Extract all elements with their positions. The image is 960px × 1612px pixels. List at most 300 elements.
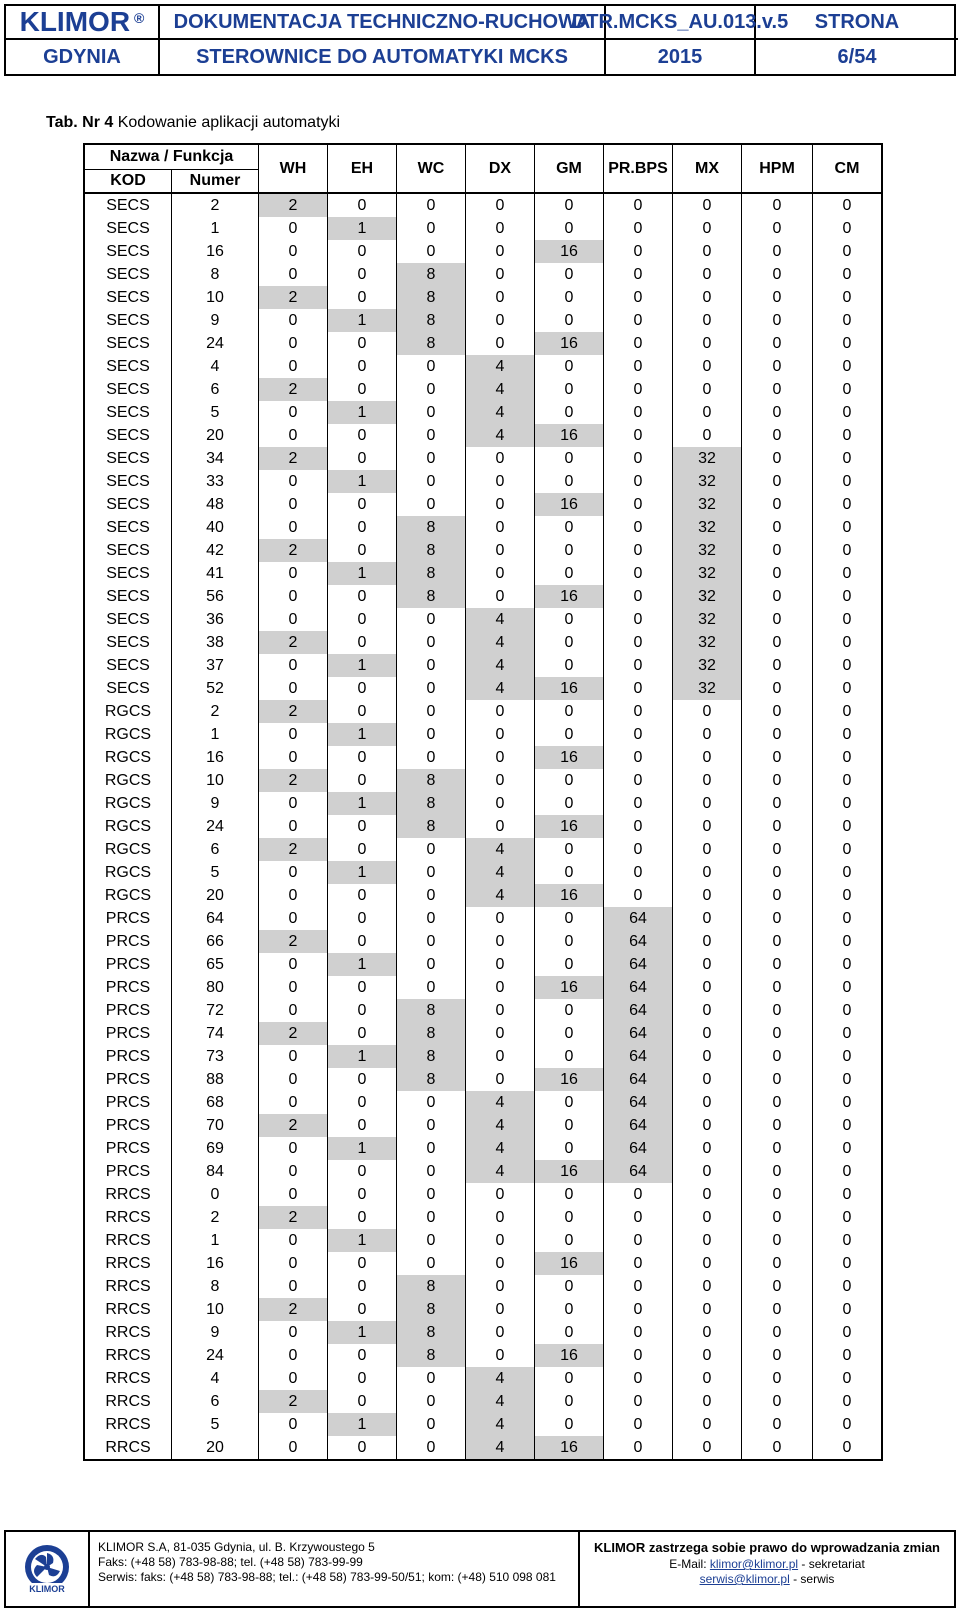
value-cell: 0	[466, 1045, 535, 1068]
value-cell: 0	[673, 1068, 742, 1091]
table-row	[84, 1068, 882, 1091]
value-cell: 32	[673, 562, 742, 585]
kod-cell: SECS	[106, 679, 150, 697]
numer-cell: 36	[172, 608, 259, 631]
value-cell: 2	[259, 1390, 328, 1413]
rights-notice: KLIMOR zastrzega sobie prawo do wprowadzania zmian	[594, 1540, 940, 1555]
value-cell: 0	[328, 1252, 397, 1275]
value-cell: 0	[813, 838, 883, 861]
value-cell: 0	[535, 631, 604, 654]
value-cell: 4	[466, 1114, 535, 1137]
table-row	[84, 631, 882, 654]
email-link-secretariat[interactable]: klimor@klimor.pl	[709, 1557, 799, 1571]
value-cell: 0	[813, 884, 883, 907]
kod-cell: SECS	[106, 518, 150, 536]
value-cell: 0	[466, 999, 535, 1022]
value-cell: 4	[466, 1160, 535, 1183]
value-cell: 0	[742, 1137, 813, 1160]
value-cell: 0	[673, 907, 742, 930]
value-cell: 0	[328, 677, 397, 700]
value-cell: 64	[604, 1045, 673, 1068]
kod-cell: SECS	[106, 656, 150, 674]
value-cell: 0	[813, 792, 883, 815]
kod-cell: RRCS	[105, 1438, 151, 1456]
value-cell: 0	[535, 953, 604, 976]
value-cell: 16	[535, 1344, 604, 1367]
email-line-1: E-Mail: klimor@klimor.pl - sekretariat	[669, 1557, 865, 1571]
table-row	[84, 930, 882, 953]
value-cell: 0	[466, 976, 535, 999]
value-cell: 0	[673, 1160, 742, 1183]
numer-cell: 8	[172, 1275, 259, 1298]
value-cell: 0	[466, 585, 535, 608]
value-cell: 0	[466, 1022, 535, 1045]
value-cell: 0	[466, 1229, 535, 1252]
value-cell: 0	[328, 286, 397, 309]
value-cell: 0	[673, 930, 742, 953]
kod-cell: RRCS	[105, 1346, 151, 1364]
value-cell: 4	[466, 608, 535, 631]
value-cell: 2	[259, 378, 328, 401]
value-cell: 0	[397, 401, 466, 424]
table-row	[84, 999, 882, 1022]
value-cell: 2	[259, 193, 328, 217]
value-cell: 0	[259, 746, 328, 769]
value-cell: 64	[604, 907, 673, 930]
value-cell: 16	[535, 332, 604, 355]
numer-cell: 4	[172, 1367, 259, 1390]
value-cell: 0	[673, 1091, 742, 1114]
value-cell: 2	[259, 539, 328, 562]
column-header: WH	[259, 144, 328, 193]
table-row	[84, 976, 882, 999]
value-cell: 0	[466, 539, 535, 562]
value-cell: 0	[535, 1183, 604, 1206]
value-cell: 1	[328, 470, 397, 493]
value-cell: 0	[604, 723, 673, 746]
table-row	[84, 1367, 882, 1390]
value-cell: 0	[535, 470, 604, 493]
kod-cell: SECS	[106, 403, 150, 421]
value-cell: 0	[328, 976, 397, 999]
value-cell: 0	[259, 907, 328, 930]
table-row	[84, 286, 882, 309]
value-cell: 8	[397, 1068, 466, 1091]
value-cell: 0	[604, 493, 673, 516]
value-cell: 0	[742, 1183, 813, 1206]
table-row	[84, 1206, 882, 1229]
table-row	[84, 1413, 882, 1436]
value-cell: 0	[604, 654, 673, 677]
table-row	[84, 493, 882, 516]
value-cell: 0	[535, 1390, 604, 1413]
value-cell: 0	[259, 677, 328, 700]
value-cell: 0	[673, 424, 742, 447]
value-cell: 0	[535, 608, 604, 631]
kod-cell: RGCS	[104, 886, 152, 904]
kod-cell: SECS	[106, 380, 150, 398]
column-header: WC	[397, 144, 466, 193]
value-cell: 0	[259, 1413, 328, 1436]
value-cell: 0	[742, 562, 813, 585]
table-row	[84, 1091, 882, 1114]
value-cell: 8	[397, 286, 466, 309]
value-cell: 0	[397, 907, 466, 930]
value-cell: 0	[742, 424, 813, 447]
value-cell: 0	[328, 907, 397, 930]
value-cell: 0	[535, 263, 604, 286]
value-cell: 4	[466, 838, 535, 861]
value-cell: 0	[742, 1252, 813, 1275]
numer-cell: 6	[172, 378, 259, 401]
table-row	[84, 608, 882, 631]
value-cell: 0	[397, 1114, 466, 1137]
value-cell: 0	[742, 746, 813, 769]
value-cell: 0	[813, 769, 883, 792]
value-cell: 0	[673, 838, 742, 861]
table-row	[84, 332, 882, 355]
value-cell: 0	[535, 1091, 604, 1114]
value-cell: 0	[466, 193, 535, 217]
kod-cell: RRCS	[105, 1185, 151, 1203]
value-cell: 8	[397, 562, 466, 585]
value-cell: 0	[742, 930, 813, 953]
value-cell: 0	[673, 355, 742, 378]
value-cell: 0	[466, 1252, 535, 1275]
value-cell: 8	[397, 585, 466, 608]
value-cell: 0	[742, 1022, 813, 1045]
value-cell: 0	[466, 470, 535, 493]
value-cell: 0	[397, 700, 466, 723]
value-cell: 64	[604, 1114, 673, 1137]
company-fax: Faks: (+48 58) 783-98-88; tel. (+48 58) 783-99-99	[98, 1555, 363, 1569]
value-cell: 0	[397, 240, 466, 263]
value-cell: 1	[328, 1321, 397, 1344]
value-cell: 0	[742, 1413, 813, 1436]
value-cell: 0	[813, 1068, 883, 1091]
value-cell: 0	[673, 401, 742, 424]
value-cell: 16	[535, 884, 604, 907]
value-cell: 0	[742, 539, 813, 562]
value-cell: 1	[328, 217, 397, 240]
value-cell: 0	[813, 815, 883, 838]
table-row	[84, 723, 882, 746]
value-cell: 0	[328, 355, 397, 378]
value-cell: 0	[673, 815, 742, 838]
value-cell: 0	[604, 470, 673, 493]
value-cell: 0	[604, 585, 673, 608]
value-cell: 0	[259, 1275, 328, 1298]
value-cell: 4	[466, 1137, 535, 1160]
numer-cell: 9	[172, 1321, 259, 1344]
value-cell: 0	[813, 309, 883, 332]
value-cell: 0	[535, 401, 604, 424]
value-cell: 0	[742, 976, 813, 999]
kod-cell: PRCS	[105, 909, 151, 927]
value-cell: 0	[604, 263, 673, 286]
value-cell: 0	[397, 447, 466, 470]
value-cell: 0	[328, 263, 397, 286]
kod-cell: PRCS	[105, 978, 151, 996]
kod-cell: PRCS	[105, 1070, 151, 1088]
value-cell: 0	[328, 1160, 397, 1183]
value-cell: 0	[328, 930, 397, 953]
table-row	[84, 700, 882, 723]
value-cell: 0	[397, 746, 466, 769]
value-cell: 0	[604, 1390, 673, 1413]
value-cell: 0	[328, 608, 397, 631]
value-cell: 1	[328, 562, 397, 585]
value-cell: 0	[742, 263, 813, 286]
kod-cell: SECS	[106, 219, 150, 237]
value-cell: 0	[466, 240, 535, 263]
value-cell: 0	[466, 516, 535, 539]
numer-cell: 56	[172, 585, 259, 608]
numer-cell: 5	[172, 401, 259, 424]
table-row	[84, 1045, 882, 1068]
value-cell: 0	[397, 1137, 466, 1160]
value-cell: 4	[466, 355, 535, 378]
value-cell: 0	[673, 723, 742, 746]
value-cell: 32	[673, 516, 742, 539]
value-cell: 0	[673, 240, 742, 263]
value-cell: 0	[397, 861, 466, 884]
page-number: 6/54	[837, 45, 877, 68]
value-cell: 4	[466, 378, 535, 401]
table-row	[84, 217, 882, 240]
value-cell: 0	[259, 953, 328, 976]
value-cell: 0	[813, 217, 883, 240]
value-cell: 0	[535, 193, 604, 217]
company-address: KLIMOR S.A, 81-035 Gdynia, ul. B. Krzywoustego 5	[98, 1540, 375, 1554]
column-header: CM	[813, 144, 883, 193]
table-row	[84, 1344, 882, 1367]
value-cell: 0	[673, 1298, 742, 1321]
footer-rights	[580, 1532, 954, 1606]
value-cell: 0	[742, 861, 813, 884]
value-cell: 0	[328, 1206, 397, 1229]
value-cell: 0	[813, 907, 883, 930]
value-cell: 0	[604, 1321, 673, 1344]
value-cell: 64	[604, 1137, 673, 1160]
value-cell: 2	[259, 1298, 328, 1321]
value-cell: 16	[535, 240, 604, 263]
value-cell: 16	[535, 1068, 604, 1091]
column-header: EH	[328, 144, 397, 193]
value-cell: 4	[466, 654, 535, 677]
value-cell: 0	[328, 1091, 397, 1114]
value-cell: 0	[813, 539, 883, 562]
value-cell: 0	[604, 700, 673, 723]
kod-cell: RGCS	[104, 725, 152, 743]
value-cell: 0	[673, 746, 742, 769]
value-cell: 0	[397, 1229, 466, 1252]
value-cell: 2	[259, 930, 328, 953]
value-cell: 0	[742, 723, 813, 746]
value-cell: 32	[673, 677, 742, 700]
value-cell: 0	[535, 861, 604, 884]
value-cell: 64	[604, 976, 673, 999]
table-row	[84, 585, 882, 608]
numer-cell: 48	[172, 493, 259, 516]
value-cell: 8	[397, 1344, 466, 1367]
value-cell: 0	[535, 1298, 604, 1321]
value-cell: 8	[397, 1298, 466, 1321]
value-cell: 1	[328, 309, 397, 332]
numer-cell: 34	[172, 447, 259, 470]
value-cell: 0	[466, 1275, 535, 1298]
table-row	[84, 1183, 882, 1206]
value-cell: 1	[328, 861, 397, 884]
numer-cell: 1	[172, 1229, 259, 1252]
value-cell: 0	[604, 240, 673, 263]
value-cell: 32	[673, 608, 742, 631]
value-cell: 0	[604, 746, 673, 769]
value-cell: 16	[535, 1436, 604, 1460]
value-cell: 0	[813, 493, 883, 516]
numer-cell: 6	[172, 1390, 259, 1413]
table-row	[84, 539, 882, 562]
value-cell: 0	[673, 193, 742, 217]
value-cell: 0	[535, 1137, 604, 1160]
value-cell: 0	[742, 1321, 813, 1344]
numer-cell: 68	[172, 1091, 259, 1114]
value-cell: 32	[673, 447, 742, 470]
value-cell: 2	[259, 286, 328, 309]
value-cell: 0	[397, 1252, 466, 1275]
value-cell: 0	[742, 240, 813, 263]
value-cell: 0	[742, 792, 813, 815]
value-cell: 0	[813, 355, 883, 378]
numer-cell: 24	[172, 332, 259, 355]
value-cell: 0	[535, 907, 604, 930]
numer-cell: 70	[172, 1114, 259, 1137]
column-header: GM	[535, 144, 604, 193]
value-cell: 0	[259, 1252, 328, 1275]
value-cell: 0	[397, 953, 466, 976]
value-cell: 0	[397, 1390, 466, 1413]
kod-cell: RGCS	[104, 771, 152, 789]
table-row	[84, 309, 882, 332]
value-cell: 0	[813, 930, 883, 953]
value-cell: 8	[397, 309, 466, 332]
value-cell: 0	[259, 470, 328, 493]
value-cell: 0	[466, 792, 535, 815]
value-cell: 0	[604, 1252, 673, 1275]
numer-cell: 64	[172, 907, 259, 930]
value-cell: 64	[604, 1068, 673, 1091]
value-cell: 0	[813, 953, 883, 976]
value-cell: 16	[535, 585, 604, 608]
value-cell: 0	[673, 1252, 742, 1275]
value-cell: 0	[813, 1022, 883, 1045]
caption-text: Kodowanie aplikacji automatyki	[117, 114, 341, 131]
value-cell: 0	[813, 1206, 883, 1229]
numer-cell: 20	[172, 884, 259, 907]
value-cell: 0	[673, 999, 742, 1022]
value-cell: 0	[742, 631, 813, 654]
value-cell: 0	[397, 631, 466, 654]
table-body	[84, 193, 882, 1460]
value-cell: 0	[604, 539, 673, 562]
value-cell: 0	[604, 516, 673, 539]
value-cell: 0	[813, 999, 883, 1022]
value-cell: 0	[742, 1367, 813, 1390]
value-cell: 0	[535, 1206, 604, 1229]
value-cell: 0	[535, 309, 604, 332]
value-cell: 0	[259, 309, 328, 332]
numer-cell: 10	[172, 286, 259, 309]
table-row	[84, 263, 882, 286]
value-cell: 8	[397, 263, 466, 286]
kod-cell: RGCS	[104, 863, 152, 881]
value-cell: 4	[466, 1413, 535, 1436]
value-cell: 0	[535, 1114, 604, 1137]
value-cell: 8	[397, 792, 466, 815]
value-cell: 0	[397, 355, 466, 378]
value-cell: 64	[604, 930, 673, 953]
kod-cell: PRCS	[105, 1139, 151, 1157]
value-cell: 0	[259, 723, 328, 746]
value-cell: 4	[466, 1091, 535, 1114]
value-cell: 0	[673, 1436, 742, 1460]
value-cell: 16	[535, 493, 604, 516]
value-cell: 0	[604, 838, 673, 861]
value-cell: 0	[397, 1206, 466, 1229]
kod-cell: PRCS	[105, 1162, 151, 1180]
value-cell: 2	[259, 447, 328, 470]
value-cell: 0	[742, 700, 813, 723]
value-cell: 8	[397, 539, 466, 562]
kod-cell: SECS	[106, 426, 150, 444]
value-cell: 2	[259, 1114, 328, 1137]
value-cell: 0	[397, 1413, 466, 1436]
value-cell: 0	[673, 1321, 742, 1344]
table-row	[84, 1321, 882, 1344]
value-cell: 0	[742, 907, 813, 930]
value-cell: 0	[604, 861, 673, 884]
kod-cell: PRCS	[105, 1116, 151, 1134]
kod-cell: SECS	[106, 196, 150, 214]
kod-cell: PRCS	[105, 1093, 151, 1111]
table-row	[84, 240, 882, 263]
value-cell: 0	[742, 654, 813, 677]
value-cell: 0	[673, 792, 742, 815]
value-cell: 1	[328, 792, 397, 815]
value-cell: 0	[328, 516, 397, 539]
value-cell: 0	[813, 1045, 883, 1068]
table-row	[84, 447, 882, 470]
value-cell: 0	[813, 332, 883, 355]
kod-cell: SECS	[106, 242, 150, 260]
value-cell: 0	[535, 217, 604, 240]
value-cell: 16	[535, 1160, 604, 1183]
value-cell: 0	[673, 884, 742, 907]
numer-cell: 20	[172, 1436, 259, 1460]
value-cell: 0	[742, 1436, 813, 1460]
value-cell: 0	[742, 769, 813, 792]
value-cell: 0	[742, 493, 813, 516]
numer-cell: 1	[172, 723, 259, 746]
value-cell: 0	[535, 792, 604, 815]
kod-cell: SECS	[106, 564, 150, 582]
document-type: DOKUMENTACJA TECHNICZNO-RUCHOWA	[160, 6, 606, 40]
email-link-service[interactable]: serwis@klimor.pl	[699, 1572, 790, 1586]
value-cell: 0	[259, 516, 328, 539]
value-cell: 0	[535, 723, 604, 746]
value-cell: 0	[673, 332, 742, 355]
value-cell: 0	[813, 401, 883, 424]
